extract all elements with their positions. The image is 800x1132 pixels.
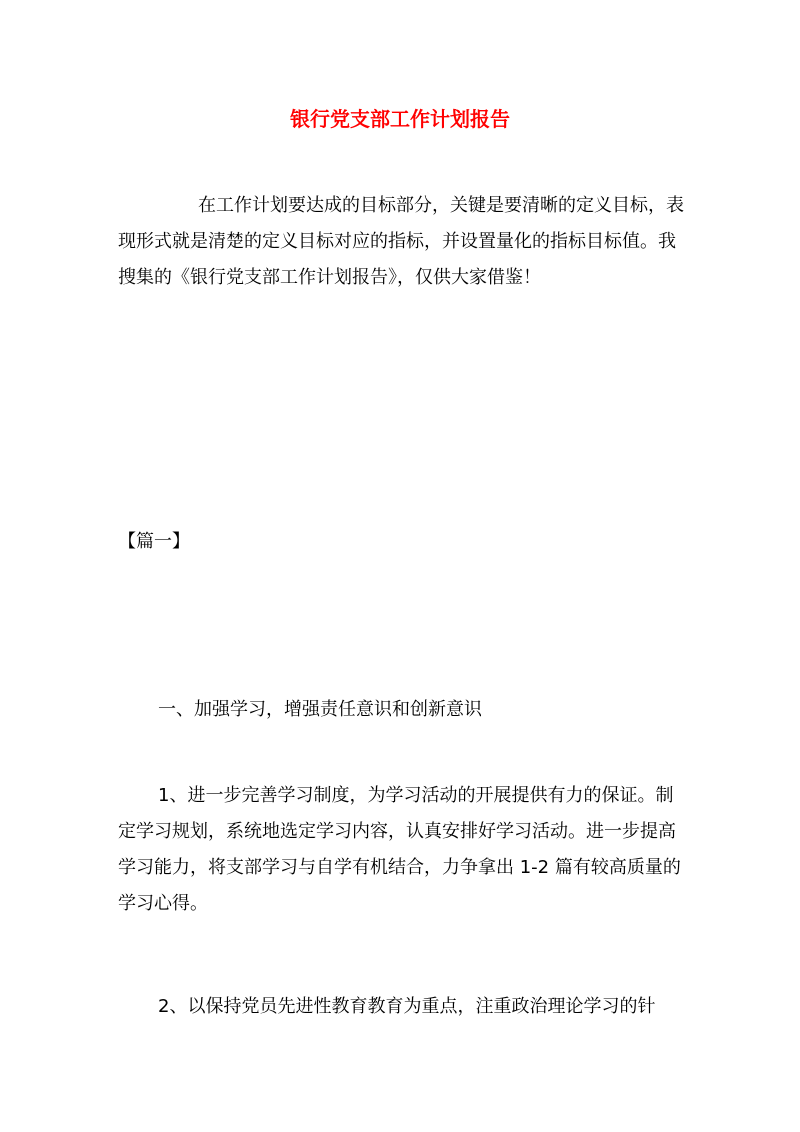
list-item-2: 2、以保持党员先进性教育教育为重点，注重政治理论学习的针	[158, 996, 656, 1017]
intro-paragraph: 在工作计划要达成的目标部分，关键是要清晰的定义目标，表现形式就是清楚的定义目标对应的指标，并设置量化的指标目标值。我搜集的《银行党支部工作计划报告》，仅供大家借鉴！	[118, 195, 684, 288]
list-item-1: 1、进一步完善学习制度，为学习活动的开展提供有力的保证。制定学习规划，系统地选定学习内容，认真安排好学习活动。进一步提高学习能力，将支部学习与自学有机结合，力争拿出 1-2 篇有较高质量的学习心得。	[118, 785, 681, 914]
part-heading: 【篇一】	[118, 531, 190, 552]
document-title: 银行党支部工作计划报告	[290, 107, 510, 131]
section-title: 一、加强学习，增强责任意识和创新意识	[158, 699, 482, 720]
